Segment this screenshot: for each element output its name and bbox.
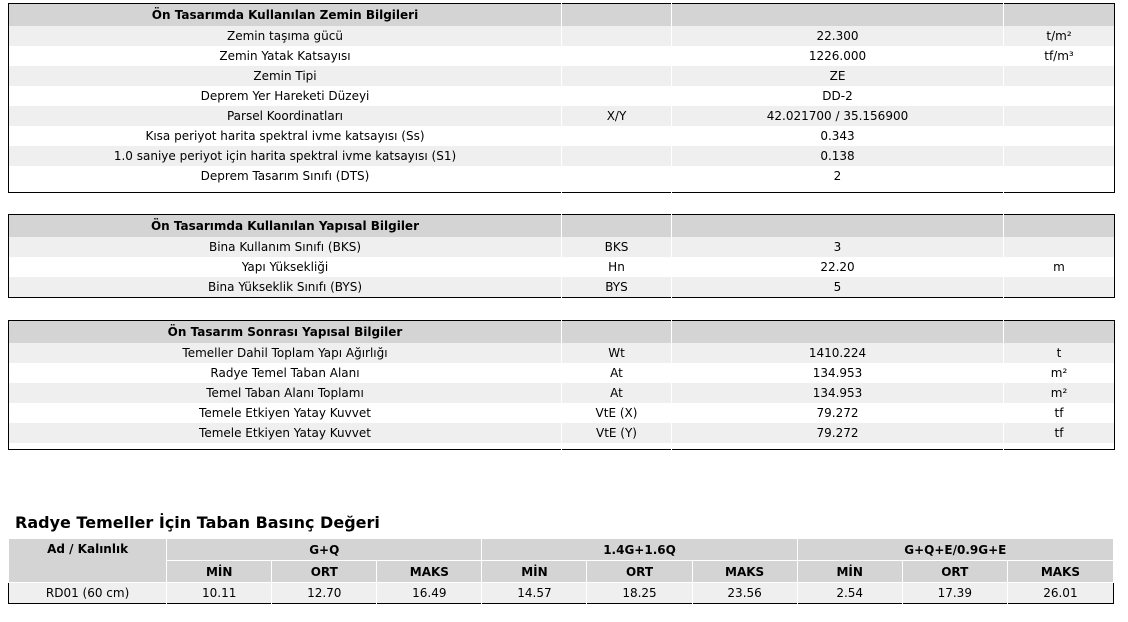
soil-info-table (8, 3, 1115, 193)
cell-sym (562, 146, 672, 166)
cell-label: Yapı Yüksekliği (9, 257, 562, 277)
sub-header: MAKS (1007, 561, 1113, 583)
sub-header: MİN (167, 561, 272, 583)
cell-unit: t/m² (1004, 26, 1115, 46)
cell-value: 79.272 (672, 403, 1004, 423)
table-row (9, 26, 1115, 46)
cell-unit: m² (1004, 363, 1115, 383)
cell-label: Radye Temel Taban Alanı (9, 363, 562, 383)
cell-value: 2 (672, 166, 1004, 186)
cell-value: DD-2 (672, 86, 1004, 106)
sub-header: MAKS (377, 561, 482, 583)
table-row (9, 583, 1114, 604)
table-row (9, 66, 1115, 86)
table-row (9, 423, 1115, 443)
pressure-table (8, 538, 1114, 604)
table-row (9, 277, 1115, 298)
pressure-name-header: Ad / Kalınlık (9, 539, 167, 583)
table-row (9, 106, 1115, 126)
pressure-value: 16.49 (377, 583, 482, 604)
cell-label: Deprem Yer Hareketi Düzeyi (9, 86, 562, 106)
cell-sym (562, 26, 672, 46)
cell-label: 1.0 saniye periyot için harita spektral ivme katsayısı (S1) (9, 146, 562, 166)
cell-unit (1004, 237, 1115, 257)
cell-unit (1004, 277, 1115, 298)
cell-label: Deprem Tasarım Sınıfı (DTS) (9, 166, 562, 186)
cell-value: 0.343 (672, 126, 1004, 146)
cell-sym: At (562, 363, 672, 383)
pressure-value: 17.39 (902, 583, 1007, 604)
cell-value: 134.953 (672, 363, 1004, 383)
table-row (9, 383, 1115, 403)
sub-header: ORT (272, 561, 377, 583)
table-row (9, 46, 1115, 66)
cell-unit (1004, 86, 1115, 106)
cell-unit: tf (1004, 423, 1115, 443)
cell-sym (562, 66, 672, 86)
table-row (9, 403, 1115, 423)
pressure-value: 10.11 (167, 583, 272, 604)
table-row (9, 86, 1115, 106)
pressure-value: 26.01 (1007, 583, 1113, 604)
structural-header-row (9, 215, 1115, 238)
cell-label: Temel Taban Alanı Toplamı (9, 383, 562, 403)
cell-value: 1226.000 (672, 46, 1004, 66)
table-row (9, 257, 1115, 277)
table-row (9, 363, 1115, 383)
pressure-value: 18.25 (587, 583, 692, 604)
cell-sym (562, 126, 672, 146)
cell-unit: t (1004, 343, 1115, 363)
pressure-value: 14.57 (482, 583, 587, 604)
cell-value: 0.138 (672, 146, 1004, 166)
soil-header: Ön Tasarımda Kullanılan Zemin Bilgileri (9, 4, 562, 27)
structural-header: Ön Tasarımda Kullanılan Yapısal Bilgiler (9, 215, 562, 238)
structural-info-table (8, 214, 1115, 298)
cell-value: 1410.224 (672, 343, 1004, 363)
pressure-title: Radye Temeller İçin Taban Basınç Değeri (15, 513, 380, 532)
cell-label: Zemin Yatak Katsayısı (9, 46, 562, 66)
pressure-value: 23.56 (692, 583, 797, 604)
cell-label: Kısa periyot harita spektral ivme katsayısı (Ss) (9, 126, 562, 146)
group-header: G+Q+E/0.9G+E (797, 539, 1113, 561)
pressure-group-row (9, 539, 1114, 561)
cell-label: Temele Etkiyen Yatay Kuvvet (9, 423, 562, 443)
sub-header: MAKS (692, 561, 797, 583)
cell-value: 22.300 (672, 26, 1004, 46)
table-row (9, 146, 1115, 166)
cell-value: 134.953 (672, 383, 1004, 403)
cell-value: 42.021700 / 35.156900 (672, 106, 1004, 126)
cell-sym: Wt (562, 343, 672, 363)
pressure-value: 2.54 (797, 583, 902, 604)
cell-value: 3 (672, 237, 1004, 257)
cell-unit (1004, 146, 1115, 166)
cell-sym: VtE (Y) (562, 423, 672, 443)
cell-sym: BYS (562, 277, 672, 298)
cell-label: Temele Etkiyen Yatay Kuvvet (9, 403, 562, 423)
cell-unit (1004, 66, 1115, 86)
sub-header: ORT (587, 561, 692, 583)
cell-value: 22.20 (672, 257, 1004, 277)
post-design-info-table (8, 320, 1115, 450)
pressure-row-name: RD01 (60 cm) (9, 583, 167, 604)
cell-unit: tf (1004, 403, 1115, 423)
cell-value: 5 (672, 277, 1004, 298)
post-header-row (9, 321, 1115, 344)
cell-sym: Hn (562, 257, 672, 277)
group-header: G+Q (167, 539, 482, 561)
cell-label: Parsel Koordinatları (9, 106, 562, 126)
cell-unit (1004, 166, 1115, 186)
cell-unit: tf/m³ (1004, 46, 1115, 66)
cell-label: Zemin Tipi (9, 66, 562, 86)
table-row (9, 343, 1115, 363)
cell-label: Zemin taşıma gücü (9, 26, 562, 46)
table-row (9, 126, 1115, 146)
table-row (9, 166, 1115, 186)
cell-sym: BKS (562, 237, 672, 257)
pressure-sub-row (9, 561, 1114, 583)
cell-sym: At (562, 383, 672, 403)
cell-unit: m (1004, 257, 1115, 277)
pressure-value: 12.70 (272, 583, 377, 604)
sub-header: MİN (482, 561, 587, 583)
cell-sym (562, 86, 672, 106)
cell-sym (562, 166, 672, 186)
cell-unit (1004, 106, 1115, 126)
post-header: Ön Tasarım Sonrası Yapısal Bilgiler (9, 321, 562, 344)
table-row (9, 237, 1115, 257)
cell-label: Bina Yükseklik Sınıfı (BYS) (9, 277, 562, 298)
sub-header: ORT (902, 561, 1007, 583)
cell-value: ZE (672, 66, 1004, 86)
cell-sym: VtE (X) (562, 403, 672, 423)
cell-sym: X/Y (562, 106, 672, 126)
sub-header: MİN (797, 561, 902, 583)
group-header: 1.4G+1.6Q (482, 539, 797, 561)
cell-unit (1004, 126, 1115, 146)
cell-value: 79.272 (672, 423, 1004, 443)
cell-label: Temeller Dahil Toplam Yapı Ağırlığı (9, 343, 562, 363)
cell-unit: m² (1004, 383, 1115, 403)
soil-header-row (9, 4, 1115, 27)
cell-label: Bina Kullanım Sınıfı (BKS) (9, 237, 562, 257)
cell-sym (562, 46, 672, 66)
